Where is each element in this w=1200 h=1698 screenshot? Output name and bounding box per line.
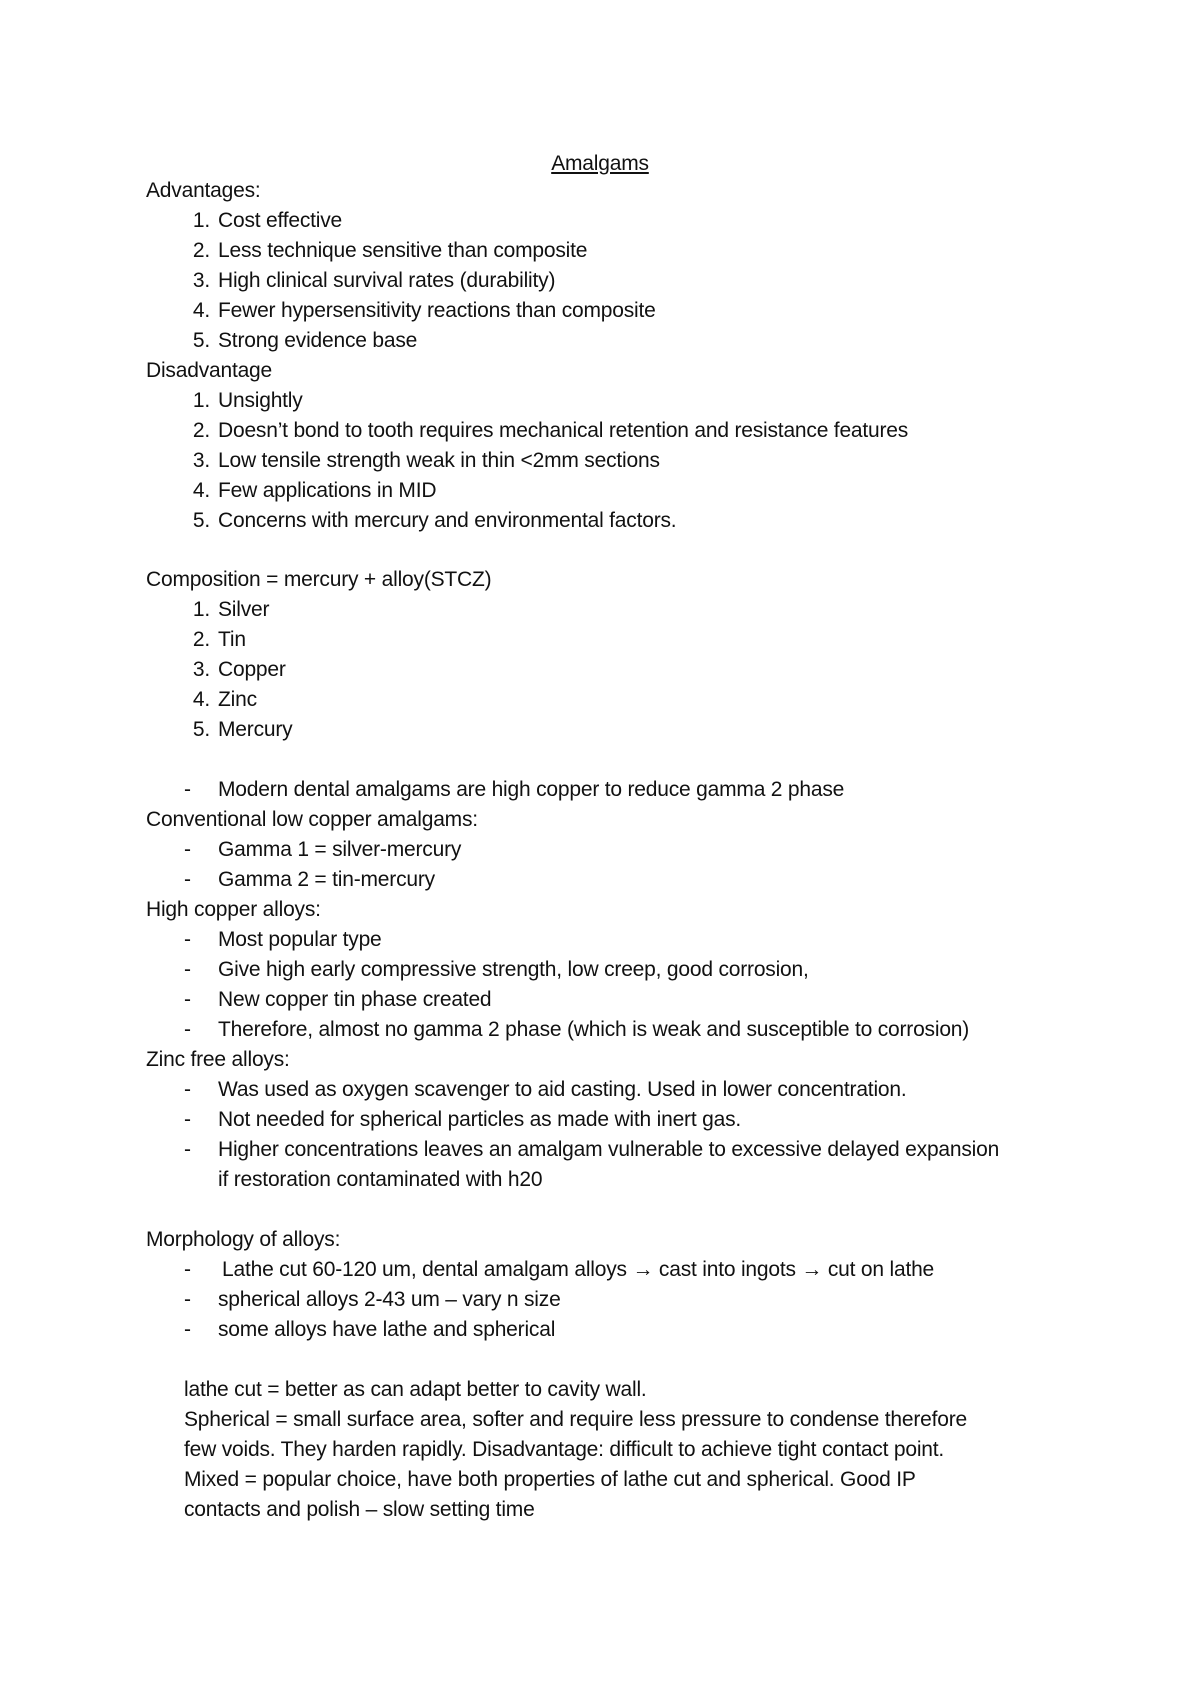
bullet-dash: - [184, 988, 191, 1011]
bullet-dash: - [184, 1018, 191, 1041]
list-item: High clinical survival rates (durability) [218, 269, 556, 292]
list-item: Less technique sensitive than composite [218, 239, 588, 262]
list-item: spherical alloys 2-43 um – vary n size [218, 1288, 561, 1311]
list-item: Was used as oxygen scavenger to aid casting. Used in lower concentration. [218, 1078, 907, 1101]
list-item: some alloys have lathe and spherical [218, 1318, 556, 1341]
paragraph-line: Spherical = small surface area, softer and require less pressure to condense therefore [184, 1408, 967, 1431]
list-item: Gamma 2 = tin-mercury [218, 868, 435, 891]
list-item: Zinc [218, 688, 257, 711]
list-item: Concerns with mercury and environmental factors. [218, 509, 677, 532]
bullet-dash: - [184, 1108, 191, 1131]
list-item: Silver [218, 598, 270, 621]
list-number: 2. [192, 628, 210, 651]
paragraph-line: contacts and polish – slow setting time [184, 1498, 535, 1521]
list-number: 5. [192, 509, 210, 532]
list-number: 1. [192, 209, 210, 232]
list-number: 4. [192, 479, 210, 502]
list-number: 1. [192, 598, 210, 621]
list-number: 5. [192, 329, 210, 352]
advantages-heading: Advantages: [146, 179, 261, 202]
bullet-dash: - [184, 1138, 191, 1161]
list-number: 5. [192, 718, 210, 741]
list-item: Most popular type [218, 928, 382, 951]
list-item: Higher concentrations leaves an amalgam vulnerable to excessive delayed expansion [218, 1138, 1000, 1161]
list-item: Not needed for spherical particles as made with inert gas. [218, 1108, 742, 1131]
list-item: Cost effective [218, 209, 343, 232]
composition-note: Modern dental amalgams are high copper to reduce gamma 2 phase [218, 778, 845, 801]
bullet-dash: - [184, 868, 191, 891]
list-item: Gamma 1 = silver-mercury [218, 838, 462, 861]
list-number: 3. [192, 269, 210, 292]
list-number: 2. [192, 419, 210, 442]
list-item: Few applications in MID [218, 479, 437, 502]
conventional-heading: Conventional low copper amalgams: [146, 808, 478, 831]
high-copper-heading: High copper alloys: [146, 898, 321, 921]
list-number: 3. [192, 658, 210, 681]
list-number: 4. [192, 688, 210, 711]
disadvantage-heading: Disadvantage [146, 359, 273, 382]
bullet-dash: - [184, 1078, 191, 1101]
list-item: New copper tin phase created [218, 988, 492, 1011]
bullet-dash: - [184, 1258, 191, 1281]
list-number: 3. [192, 449, 210, 472]
paragraph-line: few voids. They harden rapidly. Disadvantage: difficult to achieve tight contact point. [184, 1438, 945, 1461]
bullet-dash: - [184, 958, 191, 981]
list-item: Lathe cut 60-120 um, dental amalgam alloys → cast into ingots → cut on lathe [222, 1258, 935, 1281]
list-item: Unsightly [218, 389, 303, 412]
list-item: Mercury [218, 718, 293, 741]
list-item: Strong evidence base [218, 329, 418, 352]
morphology-heading: Morphology of alloys: [146, 1228, 341, 1251]
bullet-dash: - [184, 928, 191, 951]
zinc-free-heading: Zinc free alloys: [146, 1048, 290, 1071]
list-item: Give high early compressive strength, low creep, good corrosion, [218, 958, 809, 981]
bullet-dash: - [184, 778, 191, 801]
paragraph-line: Mixed = popular choice, have both properties of lathe cut and spherical. Good IP [184, 1468, 916, 1491]
list-item: Therefore, almost no gamma 2 phase (which is weak and susceptible to corrosion) [218, 1018, 970, 1041]
list-number: 4. [192, 299, 210, 322]
paragraph-line: lathe cut = better as can adapt better to cavity wall. [184, 1378, 647, 1401]
list-item: Fewer hypersensitivity reactions than composite [218, 299, 656, 322]
bullet-dash: - [184, 1318, 191, 1341]
composition-heading: Composition = mercury + alloy(STCZ) [146, 568, 492, 591]
list-item: Doesn’t bond to tooth requires mechanical retention and resistance features [218, 419, 909, 442]
list-item: Tin [218, 628, 246, 651]
list-item: Copper [218, 658, 286, 681]
bullet-dash: - [184, 1288, 191, 1311]
list-number: 2. [192, 239, 210, 262]
bullet-dash: - [184, 838, 191, 861]
list-item-continuation: if restoration contaminated with h20 [218, 1168, 543, 1191]
list-number: 1. [192, 389, 210, 412]
page-title: Amalgams [551, 152, 649, 175]
list-item: Low tensile strength weak in thin <2mm sections [218, 449, 660, 472]
